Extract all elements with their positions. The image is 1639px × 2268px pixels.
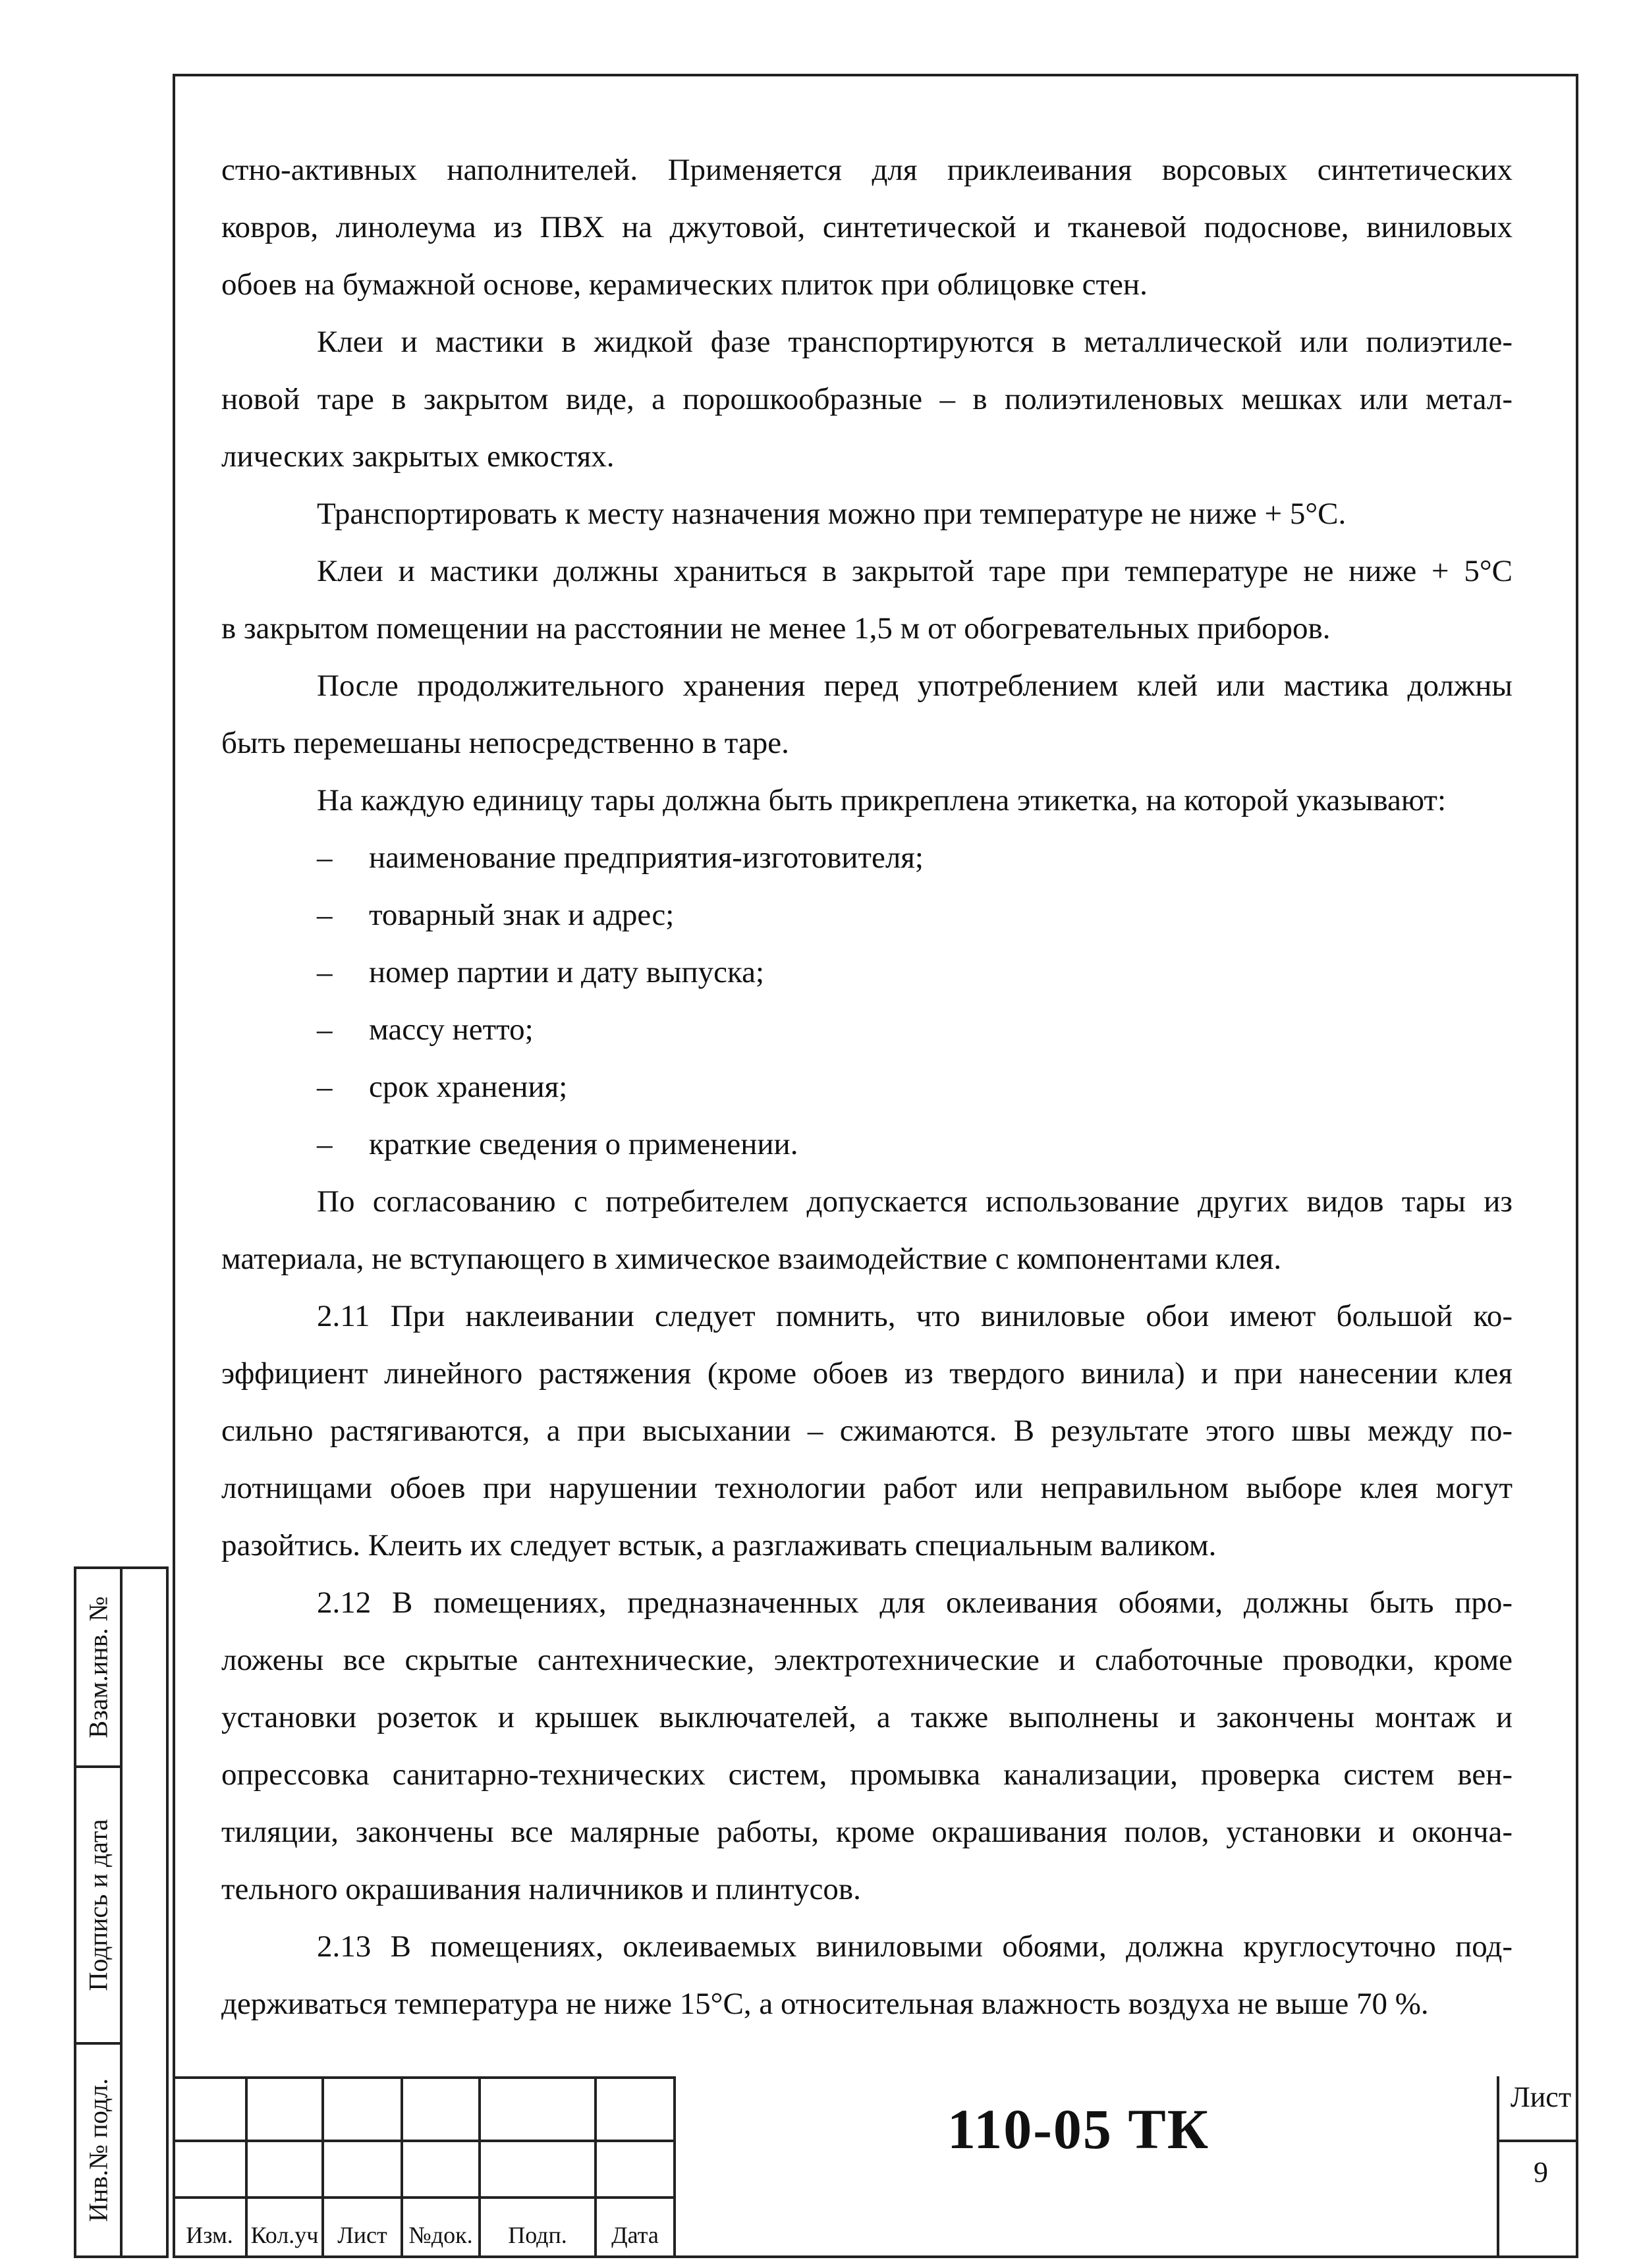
list-item <box>221 944 1513 1001</box>
text-line: По согласованию с потребителем допускается использование других видов тары из <box>317 1184 1513 1219</box>
text-line: разойтись. Клеить их следует встык, а разглаживать специальным валиком. <box>221 1528 1217 1563</box>
paragraph-10 <box>221 1918 1513 2033</box>
paragraph-3 <box>221 485 1513 543</box>
text-line: 2.12 В помещениях, предназначенных для оклеивания обоями, должны быть про- <box>317 1586 1513 1620</box>
text-line: опрессовка санитарно-технических систем, промывка канализации, проверка систем вен- <box>221 1757 1513 1792</box>
text-line: установки розеток и крышек выключателей, а также выполнены и закончены монтаж и <box>221 1700 1513 1734</box>
list-item <box>221 1116 1513 1173</box>
paragraph-8 <box>221 1288 1513 1574</box>
text-line: лических закрытых емкостях. <box>221 439 615 474</box>
col-label-list: Лист <box>337 2222 387 2248</box>
text-line: быть перемешаны непосредственно в таре. <box>221 726 789 760</box>
dash-marker: – <box>317 955 333 989</box>
paragraph-4 <box>221 543 1513 657</box>
text-line: На каждую единицу тары должна быть прикреплена этикетка, на которой указывают: <box>317 783 1447 817</box>
side-cell-vzam <box>76 1569 123 1768</box>
text-line: Транспортировать к месту назначения можно при температуре не ниже + 5°С. <box>317 497 1347 531</box>
list-item <box>221 829 1513 887</box>
paragraph-7 <box>221 1173 1513 1288</box>
list-item-text: номер партии и дату выпуска; <box>369 955 765 989</box>
text-line: 2.13 В помещениях, оклеиваемых виниловыми обоями, должна круглосуточно под- <box>317 1929 1513 1964</box>
list-item <box>221 887 1513 944</box>
text-line: ложены все скрытые сантехнические, электротехнические и слаботочные проводки, кроме <box>221 1643 1513 1677</box>
title-block-line <box>173 2140 673 2142</box>
col-label-podp: Подп. <box>508 2222 567 2248</box>
title-block-line <box>1497 2140 1578 2142</box>
text-line: 2.11 При наклеивании следует помнить, что виниловые обои имеют большой ко- <box>317 1299 1513 1333</box>
list-item-text: массу нетто; <box>369 1012 534 1047</box>
text-line: новой таре в закрытом виде, а порошкообразные – в полиэтиленовых мешках или метал- <box>221 382 1513 416</box>
side-label-podpis: Подпись и дата <box>83 1819 113 1991</box>
dash-marker: – <box>317 1012 333 1047</box>
col-label-kolvo: Кол.уч <box>250 2222 319 2248</box>
title-block-line <box>173 2196 673 2199</box>
sheet-label: Лист <box>1510 2081 1572 2113</box>
title-block <box>173 2076 1578 2258</box>
col-label-data: Дата <box>611 2222 659 2248</box>
list-item-text: наименование предприятия-изготовителя; <box>369 841 924 875</box>
text-line: материала, не вступающего в химическое взаимодействие с компонентами клея. <box>221 1242 1282 1276</box>
text-line: тиляции, закончены все малярные работы, кроме окрашивания полов, установки и оконча- <box>221 1815 1513 1849</box>
list-item-text: краткие сведения о применении. <box>369 1127 798 1161</box>
bullet-list <box>221 829 1513 1173</box>
sheet-number: 9 <box>1534 2156 1548 2188</box>
list-item <box>221 1059 1513 1116</box>
text-line: эффициент линейного растяжения (кроме обоев из твердого винила) и при нанесении клея <box>221 1356 1513 1391</box>
dash-marker: – <box>317 898 333 932</box>
title-block-line <box>173 2076 673 2079</box>
text-line: стно-активных наполнителей. Применяется для приклеивания ворсовых синтетических <box>221 153 1513 187</box>
side-stamp <box>74 1566 169 2258</box>
list-item-text: товарный знак и адрес; <box>369 898 675 932</box>
col-label-izm: Изм. <box>186 2222 233 2248</box>
text-line: Клеи и мастики в жидкой фазе транспортируются в металлической или полиэтиле- <box>317 325 1513 359</box>
title-block-line <box>1497 2076 1499 2258</box>
document-code: 110-05 ТК <box>947 2097 1210 2161</box>
text-line: в закрытом помещении на расстоянии не менее 1,5 м от обогревательных приборов. <box>221 611 1331 646</box>
paragraph-9 <box>221 1574 1513 1918</box>
text-line: После продолжительного хранения перед употреблением клей или мастика должны <box>317 669 1513 703</box>
document-body <box>221 142 1513 2033</box>
text-line: Клеи и мастики должны храниться в закрытой таре при температуре не ниже + 5°С <box>317 554 1513 588</box>
list-item <box>221 1001 1513 1059</box>
paragraph-2 <box>221 314 1513 485</box>
text-line: лотнищами обоев при нарушении технологии работ или неправильном выборе клея могут <box>221 1471 1513 1505</box>
dash-marker: – <box>317 1070 333 1104</box>
side-cell-inv <box>76 2045 123 2255</box>
text-line: держиваться температура не ниже 15°С, а относительная влажность воздуха не выше 70 %. <box>221 1987 1429 2021</box>
col-label-ndok: №док. <box>408 2222 473 2248</box>
text-line: тельного окрашивания наличников и плинтусов. <box>221 1872 861 1906</box>
paragraph-5 <box>221 657 1513 772</box>
side-label-inv: Инв.№ подл. <box>83 2078 113 2222</box>
side-cell-podpis <box>76 1768 123 2045</box>
dash-marker: – <box>317 1127 333 1161</box>
text-line: обоев на бумажной основе, керамических плиток при облицовке стен. <box>221 267 1148 302</box>
dash-marker: – <box>317 841 333 875</box>
text-line: ковров, линолеума из ПВХ на джутовой, синтетической и тканевой подоснове, виниловых <box>221 210 1513 244</box>
paragraph-6 <box>221 772 1513 829</box>
paragraph-1 <box>221 142 1513 314</box>
text-line: сильно растягиваются, а при высыхании – сжимаются. В результате этого швы между по- <box>221 1414 1513 1448</box>
side-label-vzam: Взам.инв. № <box>83 1596 113 1738</box>
list-item-text: срок хранения; <box>369 1070 568 1104</box>
